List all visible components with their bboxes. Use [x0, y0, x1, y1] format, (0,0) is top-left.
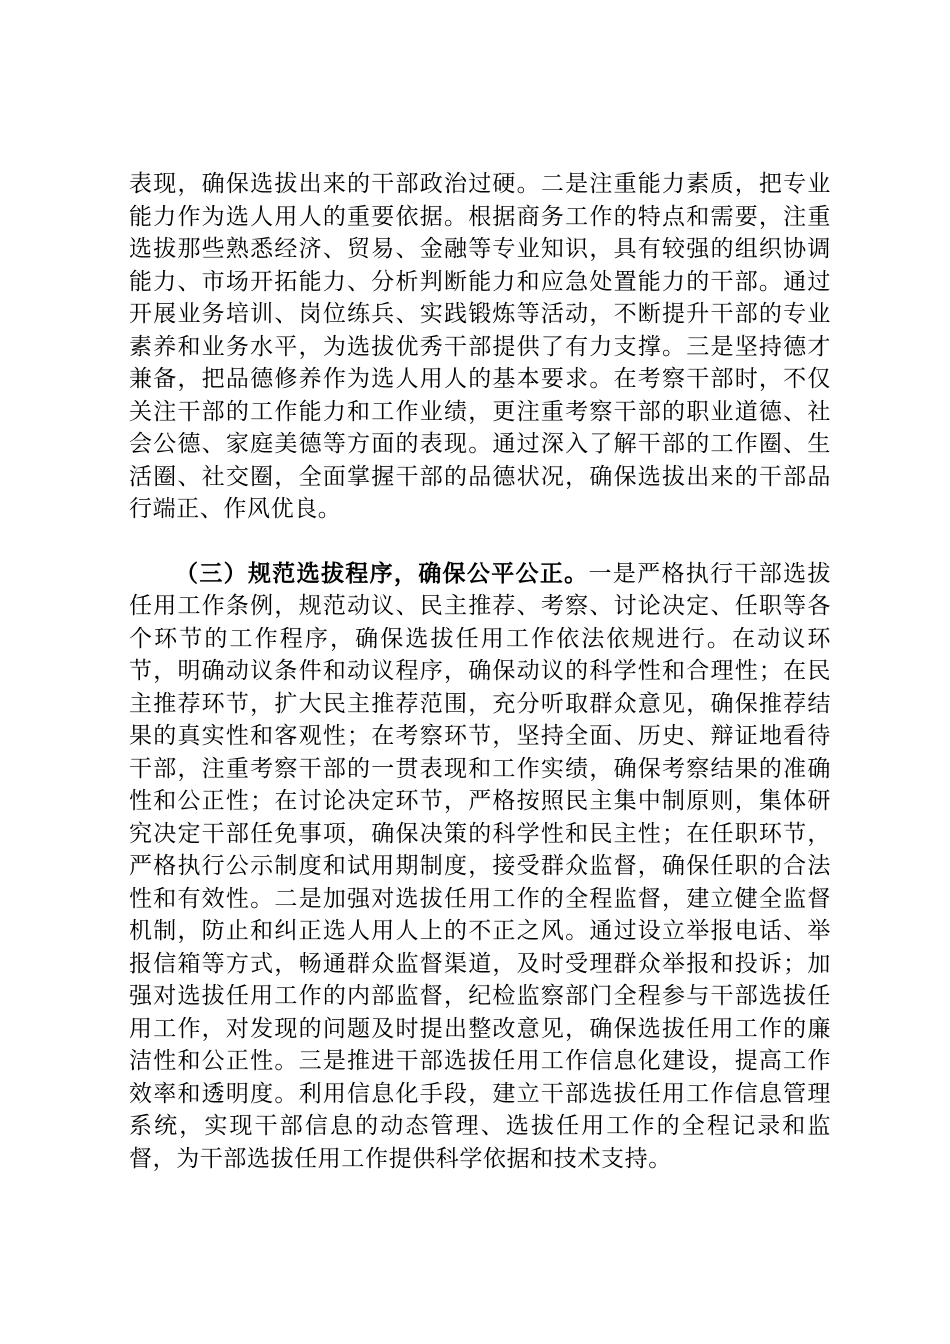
document-page: [129, 168, 831, 1175]
section-3-heading: （三）规范选拔程序，确保公平公正。: [175, 559, 589, 587]
section-3-paragraph: [129, 558, 831, 1176]
paragraph-gap: [129, 526, 831, 558]
body-paragraph-continuation: 表现，确保选拔出来的干部政治过硬。二是注重能力素质，把专业能力作为选人用人的重要依据。根据商务工作的特点和需要，注重选拔那些熟悉经济、贸易、金融等专业知识，具有较强的组织协调能力、市场开拓能力、分析判断能力和应急处置能力的干部。通过开展业务培训、岗位练兵、实践锻炼等活动，不断提升干部的专业素养和业务水平，为选拔优秀干部提供了有力支撑。三是坚持德才兼备，把品德修养作为选人用人的基本要求。在考察干部时，不仅关注干部的工作能力和工作业绩，更注重考察干部的职业道德、社会公德、家庭美德等方面的表现。通过深入了解干部的工作圈、生活圈、社交圈，全面掌握干部的品德状况，确保选拔出来的干部品行端正、作风优良。: [129, 171, 831, 522]
section-3-body: 一是严格执行干部选拔任用工作条例，规范动议、民主推荐、考察、讨论决定、任职等各个环节的工作程序，确保选拔任用工作依法依规进行。在动议环节，明确动议条件和动议程序，确保动议的科学性和合理性；在民主推荐环节，扩大民主推荐范围，充分听取群众意见，确保推荐结果的真实性和客观性；在考察环节，坚持全面、历史、辩证地看待干部，注重考察干部的一贯表现和工作实绩，确保考察结果的准确性和公正性；在讨论决定环节，严格按照民主集中制原则，集体研究决定干部任免事项，确保决策的科学性和民主性；在任职环节，严格执行公示制度和试用期制度，接受群众监督，确保任职的合法性和有效性。二是加强对选拔任用工作的全程监督，建立健全监督机制，防止和纠正选人用人上的不正之风。通过设立举报电话、举报信箱等方式，畅通群众监督渠道，及时受理群众举报和投诉；加强对选拔任用工作的内部监督，纪检监察部门全程参与干部选拔任用工作，对发现的问题及时提出整改意见，确保选拔任用工作的廉洁性和公正性。三是推进干部选拔任用工作信息化建设，提高工作效率和透明度。利用信息化手段，建立干部选拔任用工作信息管理系统，实现干部信息的动态管理、选拔任用工作的全程记录和监督，为干部选拔任用工作提供科学依据和技术支持。: [129, 560, 832, 1172]
